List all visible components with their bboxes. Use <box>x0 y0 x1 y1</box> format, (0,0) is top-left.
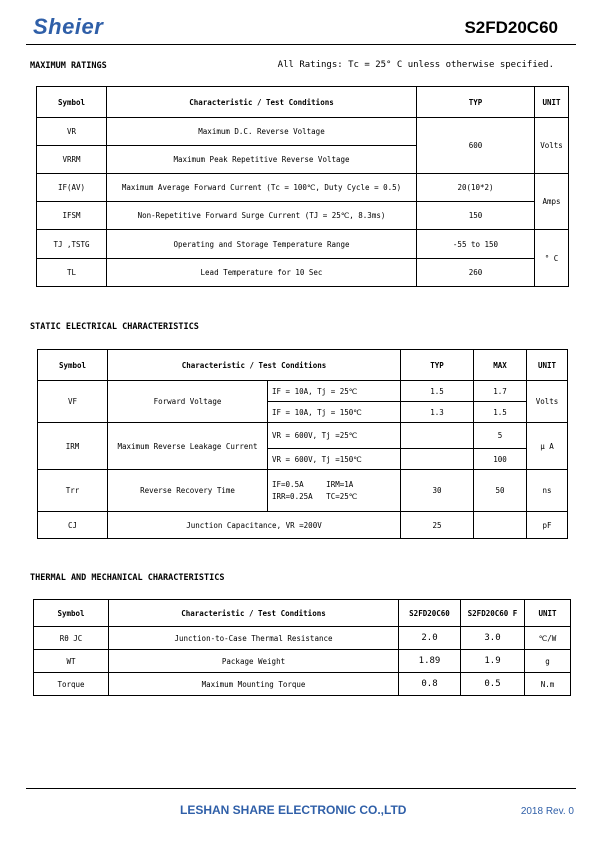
header-divider <box>26 44 576 45</box>
max-cell: 1.5 <box>474 402 527 423</box>
characteristic-cell: Maximum Reverse Leakage Current <box>108 423 268 470</box>
company-name: LESHAN SHARE ELECTRONIC CO.,LTD <box>180 803 407 817</box>
col-unit: UNIT <box>527 350 568 381</box>
condition-cell: VR = 600V, Tj =150℃ <box>268 449 401 470</box>
table-row <box>37 118 569 146</box>
symbol-cell: Trr <box>38 470 108 512</box>
table-row <box>37 174 569 202</box>
max-cell: 50 <box>474 470 527 512</box>
value-cell: 1.89 <box>399 650 461 673</box>
typ-cell: 600 <box>417 118 535 174</box>
symbol-cell: WT <box>34 650 109 673</box>
footer-divider <box>26 788 576 789</box>
unit-cell: Amps <box>535 174 569 230</box>
characteristic-cell: Reverse Recovery Time <box>108 470 268 512</box>
thermal-table <box>33 599 571 696</box>
unit-cell: ℃/W <box>525 627 571 650</box>
col-s2fd20c60f: S2FD20C60 F <box>461 600 525 627</box>
value-cell: 3.0 <box>461 627 525 650</box>
characteristic-cell: Forward Voltage <box>108 381 268 423</box>
symbol-cell: Rθ JC <box>34 627 109 650</box>
condition-cell: IF = 10A, Tj = 150℃ <box>268 402 401 423</box>
company-logo: Sheier <box>33 14 104 39</box>
table-row <box>37 259 569 287</box>
unit-cell: Volts <box>535 118 569 174</box>
table-row <box>34 627 571 650</box>
characteristic-cell: Junction Capacitance, VR =200V <box>108 512 401 539</box>
condition-cell: Maximum Mounting Torque <box>109 673 399 696</box>
condition-cell: Non-Repetitive Forward Surge Current (TJ = 25℃, 8.3ms) <box>107 202 417 230</box>
condition-cell: IF = 10A, Tj = 25℃ <box>268 381 401 402</box>
value-cell: 2.0 <box>399 627 461 650</box>
static-characteristics-table <box>37 349 568 539</box>
symbol-cell: IFSM <box>37 202 107 230</box>
table-header-row <box>34 600 571 627</box>
max-cell: 5 <box>474 423 527 449</box>
col-max: MAX <box>474 350 527 381</box>
condition-line: IF=0.5A IRM=1A <box>272 480 354 489</box>
max-cell <box>474 512 527 539</box>
col-symbol: Symbol <box>38 350 108 381</box>
table-row <box>34 650 571 673</box>
col-characteristic: Characteristic / Test Conditions <box>107 87 417 118</box>
table-row <box>38 381 568 402</box>
condition-cell: Operating and Storage Temperature Range <box>107 230 417 259</box>
unit-cell: μ A <box>527 423 568 470</box>
symbol-cell: TJ ,TSTG <box>37 230 107 259</box>
part-number-title: S2FD20C60 <box>464 18 558 37</box>
revision-label: 2018 Rev. 0 <box>520 806 574 817</box>
condition-cell: Maximum D.C. Reverse Voltage <box>107 118 417 146</box>
value-cell: 0.8 <box>399 673 461 696</box>
unit-cell: g <box>525 650 571 673</box>
static-title: STATIC ELECTRICAL CHARACTERISTICS <box>30 322 199 332</box>
col-symbol: Symbol <box>37 87 107 118</box>
col-characteristic: Characteristic / Test Conditions <box>108 350 401 381</box>
condition-cell: Maximum Peak Repetitive Reverse Voltage <box>107 146 417 174</box>
col-unit: UNIT <box>525 600 571 627</box>
unit-cell: ns <box>527 470 568 512</box>
table-row <box>38 470 568 512</box>
table-row <box>37 230 569 259</box>
symbol-cell: Torque <box>34 673 109 696</box>
col-unit: UNIT <box>535 87 569 118</box>
typ-cell: 1.5 <box>401 381 474 402</box>
condition-cell: Package Weight <box>109 650 399 673</box>
typ-cell: 260 <box>417 259 535 287</box>
typ-cell: 20(10*2) <box>417 174 535 202</box>
typ-cell: -55 to 150 <box>417 230 535 259</box>
max-cell: 1.7 <box>474 381 527 402</box>
typ-cell: 25 <box>401 512 474 539</box>
max-cell: 100 <box>474 449 527 470</box>
symbol-cell: CJ <box>38 512 108 539</box>
table-row <box>34 673 571 696</box>
col-characteristic: Characteristic / Test Conditions <box>109 600 399 627</box>
col-typ: TYP <box>417 87 535 118</box>
thermal-title: THERMAL AND MECHANICAL CHARACTERISTICS <box>30 573 225 583</box>
table-row <box>38 512 568 539</box>
condition-cell: VR = 600V, Tj =25℃ <box>268 423 401 449</box>
condition-cell <box>268 470 401 512</box>
value-cell: 1.9 <box>461 650 525 673</box>
symbol-cell: VF <box>38 381 108 423</box>
col-typ: TYP <box>401 350 474 381</box>
value-cell: 0.5 <box>461 673 525 696</box>
typ-cell: 150 <box>417 202 535 230</box>
symbol-cell: VR <box>37 118 107 146</box>
ratings-note: All Ratings: Tc = 25° C unless otherwise specified. <box>277 60 554 70</box>
max-ratings-table <box>36 86 569 287</box>
typ-cell: 1.3 <box>401 402 474 423</box>
condition-cell: Lead Temperature for 10 Sec <box>107 259 417 287</box>
typ-cell <box>401 449 474 470</box>
typ-cell: 30 <box>401 470 474 512</box>
condition-cell: Maximum Average Forward Current (Tc = 100℃, Duty Cycle = 0.5) <box>107 174 417 202</box>
symbol-cell: VRRM <box>37 146 107 174</box>
col-s2fd20c60: S2FD20C60 <box>399 600 461 627</box>
table-row <box>38 423 568 449</box>
max-ratings-title: MAXIMUM RATINGS <box>30 61 107 71</box>
symbol-cell: TL <box>37 259 107 287</box>
unit-cell: N.m <box>525 673 571 696</box>
table-header-row <box>38 350 568 381</box>
unit-cell: Volts <box>527 381 568 423</box>
condition-cell: Junction-to-Case Thermal Resistance <box>109 627 399 650</box>
symbol-cell: IF(AV) <box>37 174 107 202</box>
col-symbol: Symbol <box>34 600 109 627</box>
table-row <box>37 202 569 230</box>
table-header-row <box>37 87 569 118</box>
unit-cell: pF <box>527 512 568 539</box>
condition-line: IRR=0.25A TC=25℃ <box>272 492 358 501</box>
typ-cell <box>401 423 474 449</box>
symbol-cell: IRM <box>38 423 108 470</box>
unit-cell: ° C <box>535 230 569 287</box>
